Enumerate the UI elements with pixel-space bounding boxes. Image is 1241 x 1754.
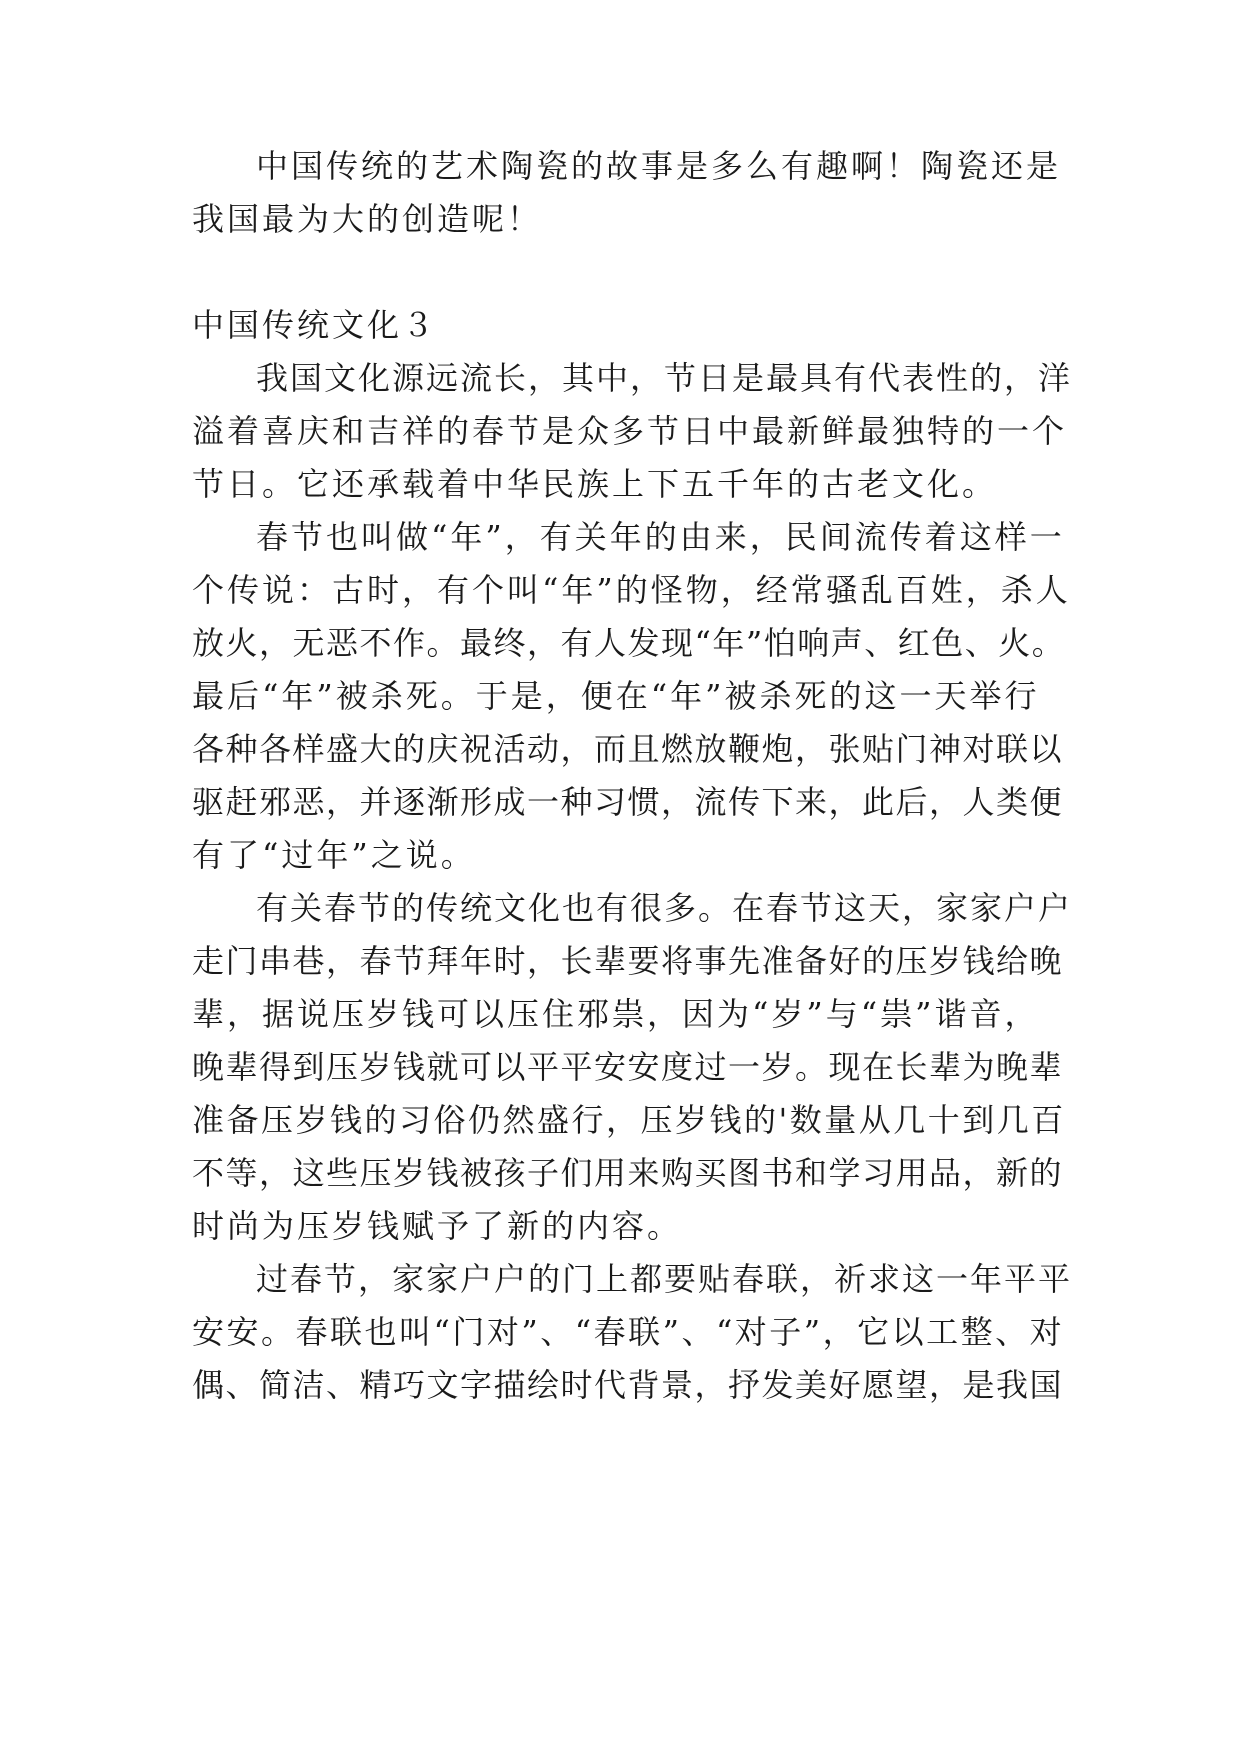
paragraph-line: 准备压岁钱的习俗仍然盛行，压岁钱的'数量从几十到几百 xyxy=(192,1101,1066,1139)
section-heading: 中国传统文化３ xyxy=(192,306,438,344)
paragraph-line: 个传说：古时，有个叫“年”的怪物，经常骚乱百姓，杀人 xyxy=(192,571,1071,609)
paragraph-line: 中国传统的艺术陶瓷的故事是多么有趣啊！陶瓷还是 xyxy=(256,147,1062,185)
paragraph-line: 我国文化源远流长，其中，节日是最具有代表性的，洋 xyxy=(256,359,1073,397)
paragraph-line: 各种各样盛大的庆祝活动，而且燃放鞭炮，张贴门神对联以 xyxy=(192,730,1064,768)
paragraph-line: 偶、简洁、精巧文字描绘时代背景，抒发美好愿望，是我国 xyxy=(192,1366,1064,1404)
paragraph-line: 春节也叫做“年”，有关年的由来，民间流传着这样一 xyxy=(256,518,1065,556)
paragraph-line: 我国最为大的创造呢！ xyxy=(192,200,543,238)
paragraph-line: 时尚为压岁钱赋予了新的内容。 xyxy=(192,1207,683,1245)
paragraph-line: 放火，无恶不作。最终，有人发现“年”怕响声、红色、火。 xyxy=(192,624,1066,662)
paragraph-line: 走门串巷，春节拜年时，长辈要将事先准备好的压岁钱给晚 xyxy=(192,942,1064,980)
paragraph-line: 不等，这些压岁钱被孩子们用来购买图书和学习用品，新的 xyxy=(192,1154,1064,1192)
paragraph-line: 节日。它还承载着中华民族上下五千年的古老文化。 xyxy=(192,465,998,503)
paragraph-line: 有了“过年”之说。 xyxy=(192,836,476,874)
paragraph-line: 过春节，家家户户的门上都要贴春联，祈求这一年平平 xyxy=(256,1260,1073,1298)
paragraph-line: 安安。春联也叫“门对”、“春联”、“对子”，它以工整、对 xyxy=(192,1313,1065,1351)
paragraph-line: 最后“年”被杀死。于是，便在“年”被杀死的这一天举行 xyxy=(192,677,1040,715)
paragraph-line: 驱赶邪恶，并逐渐形成一种习惯，流传下来，此后，人类便 xyxy=(192,783,1064,821)
paragraph-line: 有关春节的传统文化也有很多。在春节这天，家家户户 xyxy=(256,889,1073,927)
paragraph-line: 辈，据说压岁钱可以压住邪祟，因为“岁”与“祟”谐音， xyxy=(192,995,1040,1033)
paragraph-line: 晚辈得到压岁钱就可以平平安安度过一岁。现在长辈为晚辈 xyxy=(192,1048,1064,1086)
paragraph-line: 溢着喜庆和吉祥的春节是众多节日中最新鲜最独特的一个 xyxy=(192,412,1068,450)
